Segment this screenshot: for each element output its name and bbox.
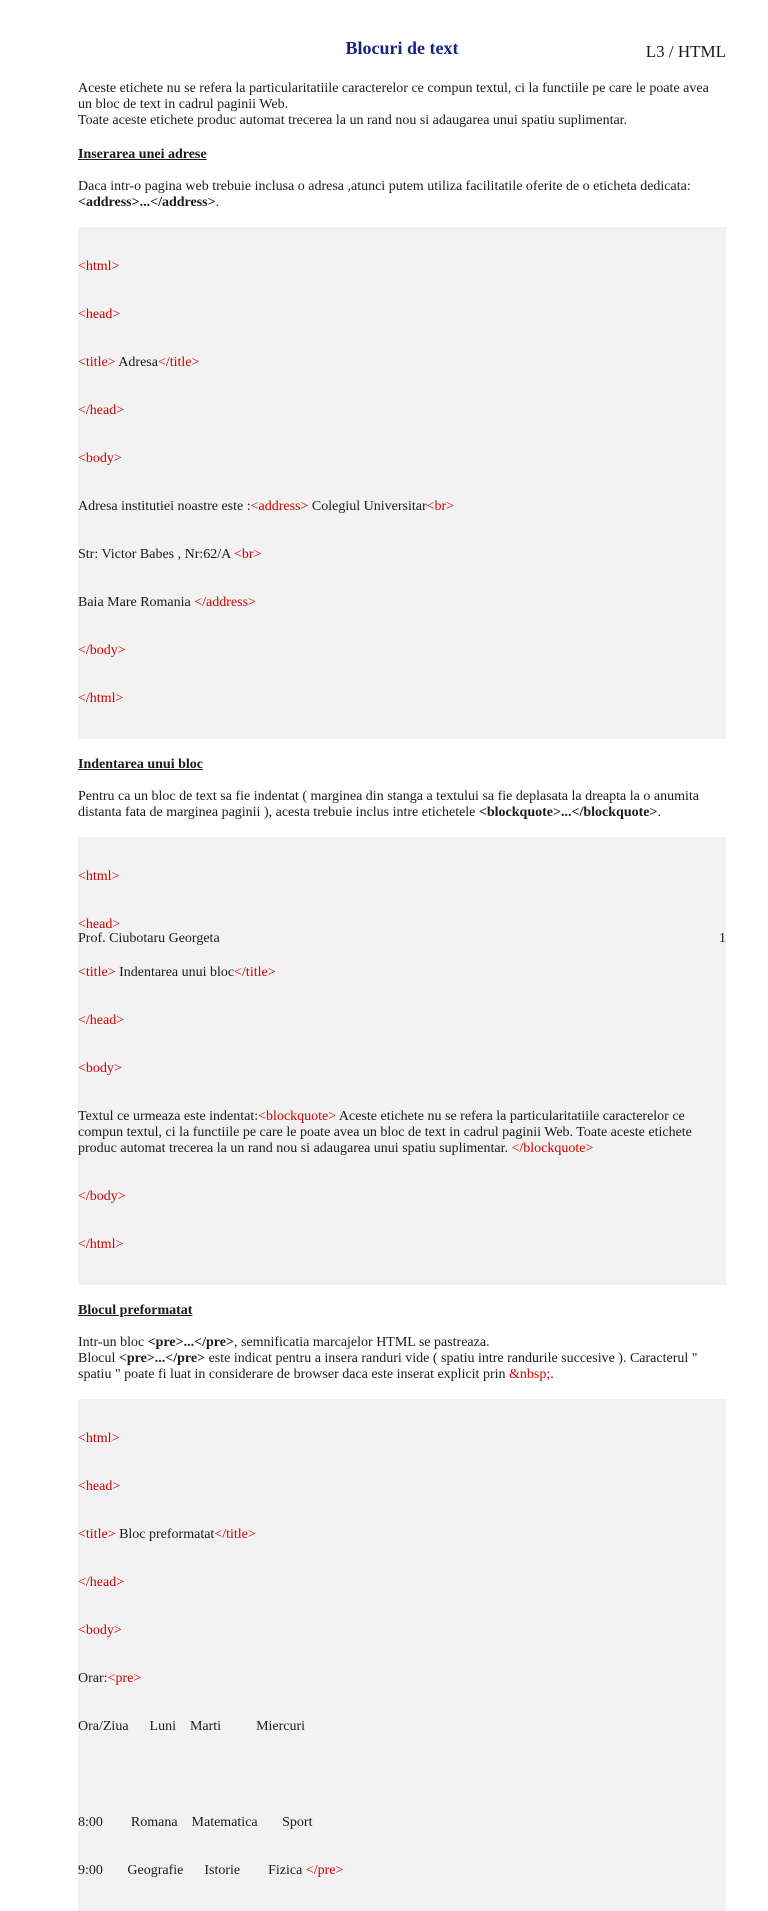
section-heading-pre: Blocul preformatat [78, 1303, 193, 1318]
section-paragraph-pre: Intr-un bloc <pre>...</pre>, semnificatia marcajelor HTML se pastreaza. Blocul <pre>...</pre> este indicat pentru a insera randuri vide ( spatiu intre randurile succesive ). Caracterul " spatiu " poate fi luat in considerare de browser daca este inserat explicit prin &nbsp;. [78, 1335, 698, 1382]
page-footer [78, 931, 726, 949]
page-header [78, 38, 726, 68]
footer-author: Prof. Ciubotaru Georgeta [78, 931, 220, 946]
section-paragraph-indent: Pentru ca un bloc de text sa fie indentat ( marginea din stanga a textului sa fie deplasata la dreapta la o anumita distanta fata de marginea paginii ), acesta trebuie inclus intre etichetele <blockquote>...</blockquote>. [78, 789, 699, 820]
intro-line-2: Toate aceste etichete produc automat trecerea la un rand nou si adaugarea unui spatiu suplimentar. [78, 113, 628, 128]
section-heading-indent: Indentarea unui bloc [78, 757, 203, 772]
page-number: 1 [719, 931, 726, 946]
code-block-pre: <html> <head> <title> Bloc preformatat</title> </head> <body> Orar:<pre> Ora/Ziua Luni Marti Miercuri 8:00 Romana Matematica Sport 9:00 Geografie Istorie Fizica </pre> [78, 1399, 726, 1911]
pre-tag-example-2: <pre>...</pre> [118, 1351, 206, 1366]
intro-line-1: Aceste etichete nu se refera la particularitatiile caracterelor ce compun textul, ci la functiile pe care le poate avea un bloc de text in cadrul paginii Web. [78, 81, 709, 112]
section-heading-address: Inserarea unei adrese [78, 147, 207, 162]
section-paragraph-address: Daca intr-o pagina web trebuie inclusa o adresa ,atunci putem utiliza facilitatile oferite de o eticheta dedicata: <address>...</address>. [78, 179, 691, 210]
address-tag-example: <address>...</address> [78, 195, 216, 210]
code-block-address: <html> <head> <title> Adresa</title> </head> <body> Adresa institutiei noastre este :<address> Colegiul Universitar<br> Str: Victor Babes , Nr:62/A <br> Baia Mare Romania </address> </body> </html> [78, 227, 726, 739]
page-title: Blocuri de text [345, 38, 459, 58]
pre-tag-example: <pre>...</pre> [147, 1335, 234, 1350]
nbsp-entity: &nbsp; [509, 1367, 551, 1382]
lesson-reference: L3 / HTML [645, 42, 726, 61]
code-block-indent: <html> <head> <title> Indentarea unui bloc</title> </head> <body> Textul ce urmeaza este indentat:<blockquote> Aceste etichete nu se refera la particularitatiile caracterelor ce compun textul, ci la functiile pe care le poate avea un bloc de text in cadrul paginii Web. Toate aceste etichete produc automat trecerea la un rand nou si adaugarea unui spatiu suplimentar. </blockquote> </body> </html> [78, 837, 726, 1285]
document-page [78, 38, 726, 1911]
blockquote-tag-example: <blockquote>...</blockquote> [478, 805, 658, 820]
intro-text [78, 81, 726, 129]
